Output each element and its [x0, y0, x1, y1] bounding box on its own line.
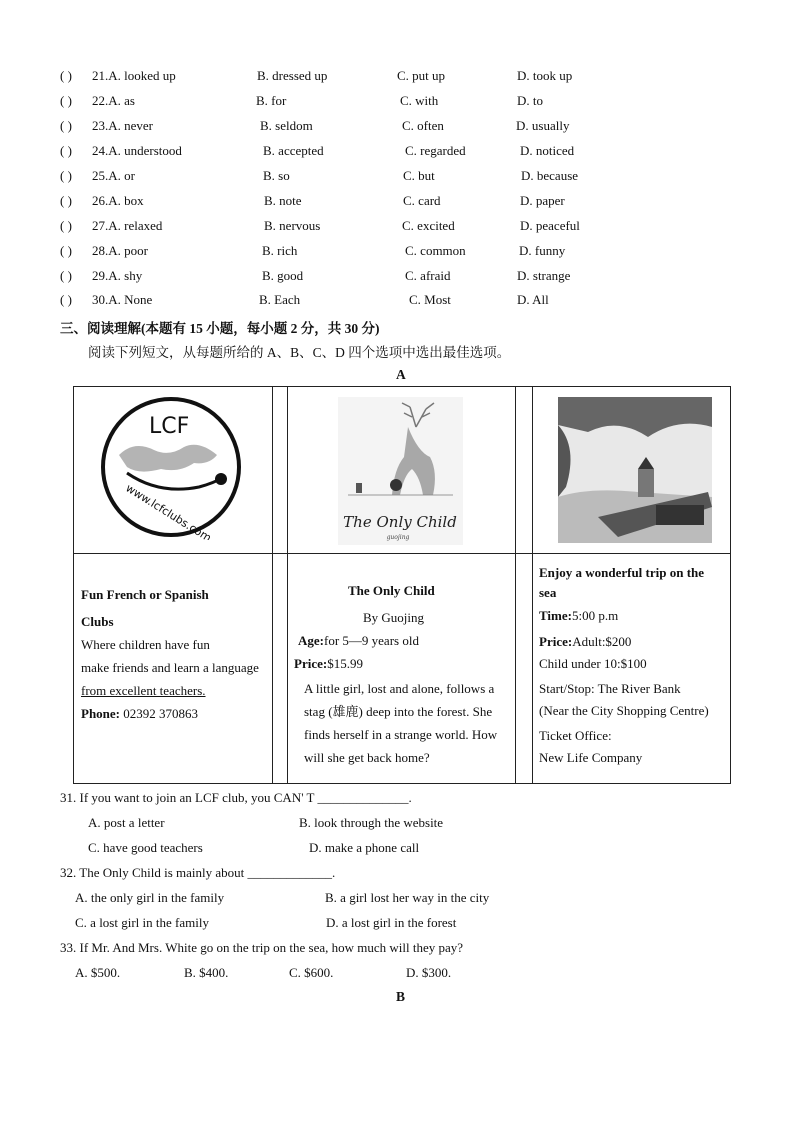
- book-author: By Guojing: [363, 610, 425, 625]
- answer-blank[interactable]: ( ): [60, 243, 72, 258]
- book-price: [294, 652, 514, 675]
- lcf-ad-text: [81, 583, 271, 725]
- q31-option-b: B. look through the website: [299, 815, 444, 830]
- book-cover-author: guojing: [386, 534, 410, 541]
- q31-option-c: C. have good teachers: [88, 840, 203, 855]
- trip-time: [539, 605, 731, 627]
- q32-option-b: B. a girl lost her way in the city: [325, 890, 490, 905]
- lcf-title: Fun French or Spanish: [81, 587, 209, 602]
- option-b: B. so: [263, 168, 290, 183]
- lcf-logo: [99, 395, 244, 540]
- question-31: 31. If you want to join an LCF club, you CAN' T ______________.: [60, 790, 412, 805]
- answer-blank[interactable]: ( ): [60, 93, 72, 108]
- mc-row-23: [60, 118, 760, 136]
- option-b: B. note: [264, 193, 302, 208]
- option-b: B. dressed up: [257, 68, 328, 83]
- lcf-title-2: Clubs: [81, 614, 114, 629]
- book-cover-graphic: [338, 397, 463, 545]
- answer-blank[interactable]: ( ): [60, 268, 72, 283]
- lcf-desc-2: make friends and learn a language: [81, 660, 259, 675]
- q33-option-d: D. $300.: [406, 965, 452, 980]
- option-d: D. strange: [517, 268, 571, 283]
- table-divider: [272, 387, 273, 783]
- trip-ad-text: [539, 563, 731, 769]
- option-d: D. funny: [519, 243, 566, 258]
- trip-stops: Start/Stop: The River Bank: [539, 681, 681, 696]
- lcf-phone-label: Phone:: [81, 706, 120, 721]
- option-a: 30.A. None: [92, 292, 153, 307]
- option-c: C. but: [403, 168, 435, 183]
- option-b: B. Each: [259, 292, 301, 307]
- table-divider: [515, 387, 516, 783]
- lcf-phone: [81, 702, 271, 725]
- option-c: C. afraid: [405, 268, 451, 283]
- trip-stops-2: (Near the City Shopping Centre): [539, 703, 709, 718]
- lcf-phone-number: 02392 370863: [120, 706, 198, 721]
- q31-option-a: A. post a letter: [88, 815, 165, 830]
- sea-trip-graphic: [558, 397, 712, 543]
- passage-label-b: B: [396, 989, 406, 1004]
- option-a: 25.A. or: [92, 168, 135, 183]
- section-instruction: 阅读下列短文，从每题所给的 A、B、C、D 四个选项中选出最佳选项。: [88, 345, 511, 360]
- sea-trip-photo: [558, 397, 712, 543]
- mc-row-25: [60, 168, 760, 186]
- book-age: [294, 629, 514, 652]
- trip-ticket-office: New Life Company: [539, 750, 643, 765]
- option-b: B. good: [262, 268, 304, 283]
- book-price-value: $15.99: [327, 656, 363, 671]
- option-a: 21.A. looked up: [92, 68, 176, 83]
- book-age-value: for 5—9 years old: [324, 633, 419, 648]
- trip-price-child: Child under 10:$100: [539, 656, 647, 671]
- answer-blank[interactable]: ( ): [60, 168, 72, 183]
- lcf-desc-1: Where children have fun: [81, 637, 210, 652]
- option-c: C. common: [405, 243, 466, 258]
- book-ad-text: [294, 579, 514, 769]
- book-age-label: Age:: [298, 633, 324, 648]
- lcf-desc-3: from excellent teachers.: [81, 683, 206, 698]
- option-a: 28.A. poor: [92, 243, 148, 258]
- trip-time-value: 5:00 p.m: [571, 608, 619, 623]
- option-c: C. regarded: [405, 143, 466, 158]
- passage-label-a: A: [396, 367, 406, 382]
- book-desc-2: stag (雄鹿) deep into the forest. She: [304, 704, 493, 719]
- option-a: 27.A. relaxed: [92, 218, 163, 233]
- trip-time-label: Time:: [539, 608, 572, 623]
- ad-table: [73, 386, 731, 784]
- q32-option-a: A. the only girl in the family: [75, 890, 225, 905]
- option-d: D. took up: [517, 68, 573, 83]
- q32-option-d: D. a lost girl in the forest: [326, 915, 457, 930]
- answer-blank[interactable]: ( ): [60, 68, 72, 83]
- option-c: C. often: [402, 118, 444, 133]
- option-c: C. with: [400, 93, 439, 108]
- trip-title: Enjoy a wonderful trip on the: [539, 565, 705, 580]
- answer-blank[interactable]: ( ): [60, 218, 72, 233]
- trip-title-2: sea: [539, 585, 557, 600]
- option-b: B. for: [256, 93, 287, 108]
- option-a: 22.A. as: [92, 93, 135, 108]
- lcf-logo-url: www.lcfclubs.com: [123, 481, 214, 540]
- mc-row-30: [60, 292, 760, 310]
- book-desc-4: will she get back home?: [304, 750, 430, 765]
- table-divider: [74, 553, 730, 554]
- q31-option-d: D. make a phone call: [309, 840, 420, 855]
- trip-price-label: Price:: [539, 634, 573, 649]
- option-d: D. to: [517, 93, 543, 108]
- option-b: B. seldom: [260, 118, 313, 133]
- option-b: B. accepted: [263, 143, 324, 158]
- lcf-logo-graphic: [99, 395, 244, 540]
- mc-row-22: [60, 93, 760, 111]
- option-d: D. All: [517, 292, 549, 307]
- option-d: D. because: [521, 168, 579, 183]
- book-desc-3: finds herself in a strange world. How: [304, 727, 498, 742]
- mc-row-24: [60, 143, 760, 161]
- book-price-label: Price:: [294, 656, 328, 671]
- option-d: D. usually: [516, 118, 570, 133]
- trip-price-adult: Adult:$200: [572, 634, 632, 649]
- option-d: D. peaceful: [520, 218, 580, 233]
- mc-row-29: [60, 268, 760, 286]
- option-a: 29.A. shy: [92, 268, 143, 283]
- section-heading: 三、阅读理解(本题有 15 小题，每小题 2 分，共 30 分): [60, 321, 380, 336]
- option-d: D. noticed: [520, 143, 575, 158]
- option-b: B. nervous: [264, 218, 321, 233]
- q33-option-b: B. $400.: [184, 965, 229, 980]
- answer-blank[interactable]: ( ): [60, 292, 72, 307]
- question-33: 33. If Mr. And Mrs. White go on the trip on the sea, how much will they pay?: [60, 940, 464, 955]
- q33-option-a: A. $500.: [75, 965, 121, 980]
- option-c: C. put up: [397, 68, 446, 83]
- mc-row-26: [60, 193, 760, 211]
- option-c: C. Most: [409, 292, 451, 307]
- book-title: The Only Child: [348, 583, 435, 598]
- option-b: B. rich: [262, 243, 298, 258]
- q32-option-c: C. a lost girl in the family: [75, 915, 209, 930]
- question-32: 32. The Only Child is mainly about _____________.: [60, 865, 336, 880]
- option-c: C. excited: [402, 218, 455, 233]
- answer-blank[interactable]: ( ): [60, 118, 72, 133]
- mc-row-27: [60, 218, 760, 236]
- mc-row-28: [60, 243, 760, 261]
- answer-blank[interactable]: ( ): [60, 193, 72, 208]
- option-a: 24.A. understood: [92, 143, 182, 158]
- trip-ticket-label: Ticket Office:: [539, 728, 612, 743]
- option-d: D. paper: [520, 193, 565, 208]
- trip-price: [539, 631, 731, 653]
- table-divider: [532, 387, 533, 783]
- table-divider: [287, 387, 288, 783]
- book-desc-1: A little girl, lost and alone, follows a: [304, 681, 495, 696]
- lcf-logo-text: LCF: [149, 414, 190, 439]
- mc-row-21: [60, 68, 760, 86]
- book-cover-title: The Only Child: [343, 513, 457, 531]
- option-c: C. card: [403, 193, 441, 208]
- book-cover: [338, 397, 463, 545]
- answer-blank[interactable]: ( ): [60, 143, 72, 158]
- option-a: 23.A. never: [92, 118, 154, 133]
- q33-option-c: C. $600.: [289, 965, 334, 980]
- option-a: 26.A. box: [92, 193, 144, 208]
